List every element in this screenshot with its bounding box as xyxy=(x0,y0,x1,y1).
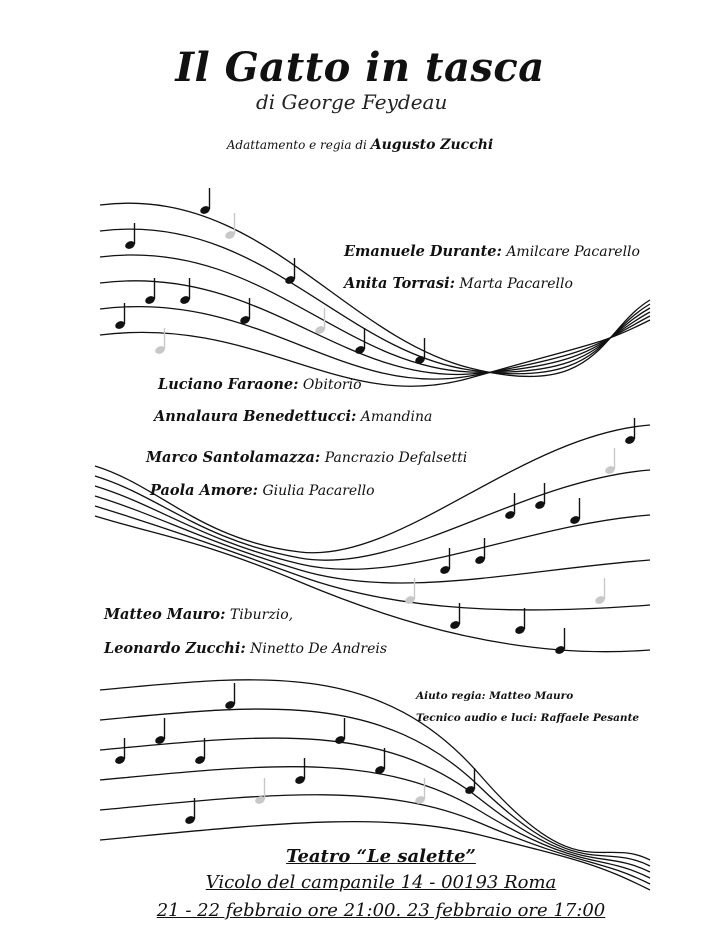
cast-role: Pancrazio Defalsetti xyxy=(324,450,468,466)
cast-actor: Paola Amore: xyxy=(150,482,259,499)
cast-line xyxy=(344,275,573,292)
cast-actor: Luciano Faraone: xyxy=(158,376,299,393)
cast-role: Obitorio xyxy=(302,377,362,393)
cast-role: Amandina xyxy=(360,409,433,425)
cast-actor: Leonardo Zucchi: xyxy=(104,640,246,657)
cast-line xyxy=(104,606,293,623)
cast-actor: Marco Santolamazza: xyxy=(146,449,321,466)
cast-role: Giulia Pacarello xyxy=(262,483,375,499)
cast-line xyxy=(150,482,375,499)
crew-audio-lights: Tecnico audio e luci: Raffaele Pesante xyxy=(416,712,640,724)
cast-actor: Anita Torrasi: xyxy=(344,275,455,292)
cast-role: Marta Pacarello xyxy=(459,276,573,292)
cast-line xyxy=(146,449,467,466)
direction-label: Adattamento e regia di xyxy=(226,138,367,152)
venue-address: Vicolo del campanile 14 - 00193 Roma xyxy=(205,872,557,893)
cast-actor: Annalaura Benedettucci: xyxy=(154,408,357,425)
director-name: Augusto Zucchi xyxy=(370,137,494,153)
cast-line xyxy=(154,408,432,425)
cast-role: Tiburzio, xyxy=(229,607,294,623)
staff-line xyxy=(100,307,650,380)
crew-assistant-director: Aiuto regia: Matteo Mauro xyxy=(416,690,574,702)
staff-line xyxy=(100,709,650,866)
staff-line xyxy=(100,680,650,860)
cast-role: Ninetto De Andreis xyxy=(250,641,388,657)
play-title: Il Gatto in tasca xyxy=(175,44,545,91)
staff-line xyxy=(95,516,650,652)
staff-line xyxy=(100,795,650,884)
cast-actor: Matteo Mauro: xyxy=(104,606,226,623)
cast-actor: Emanuele Durante: xyxy=(344,243,502,260)
music-staff-wave-1 xyxy=(100,203,650,386)
cast-role: Amilcare Pacarello xyxy=(506,244,640,260)
cast-line xyxy=(104,640,387,657)
play-author: di George Feydeau xyxy=(256,90,448,114)
venue-theatre: Teatro “Le salette” xyxy=(286,846,476,867)
staff-line xyxy=(95,506,650,610)
cast-line xyxy=(158,376,362,393)
direction-credit xyxy=(0,137,720,153)
cast-line xyxy=(344,243,640,260)
performance-dates: 21 - 22 febbraio ore 21:00. 23 febbraio ore 17:00 xyxy=(156,900,606,921)
staff-line xyxy=(100,281,650,375)
